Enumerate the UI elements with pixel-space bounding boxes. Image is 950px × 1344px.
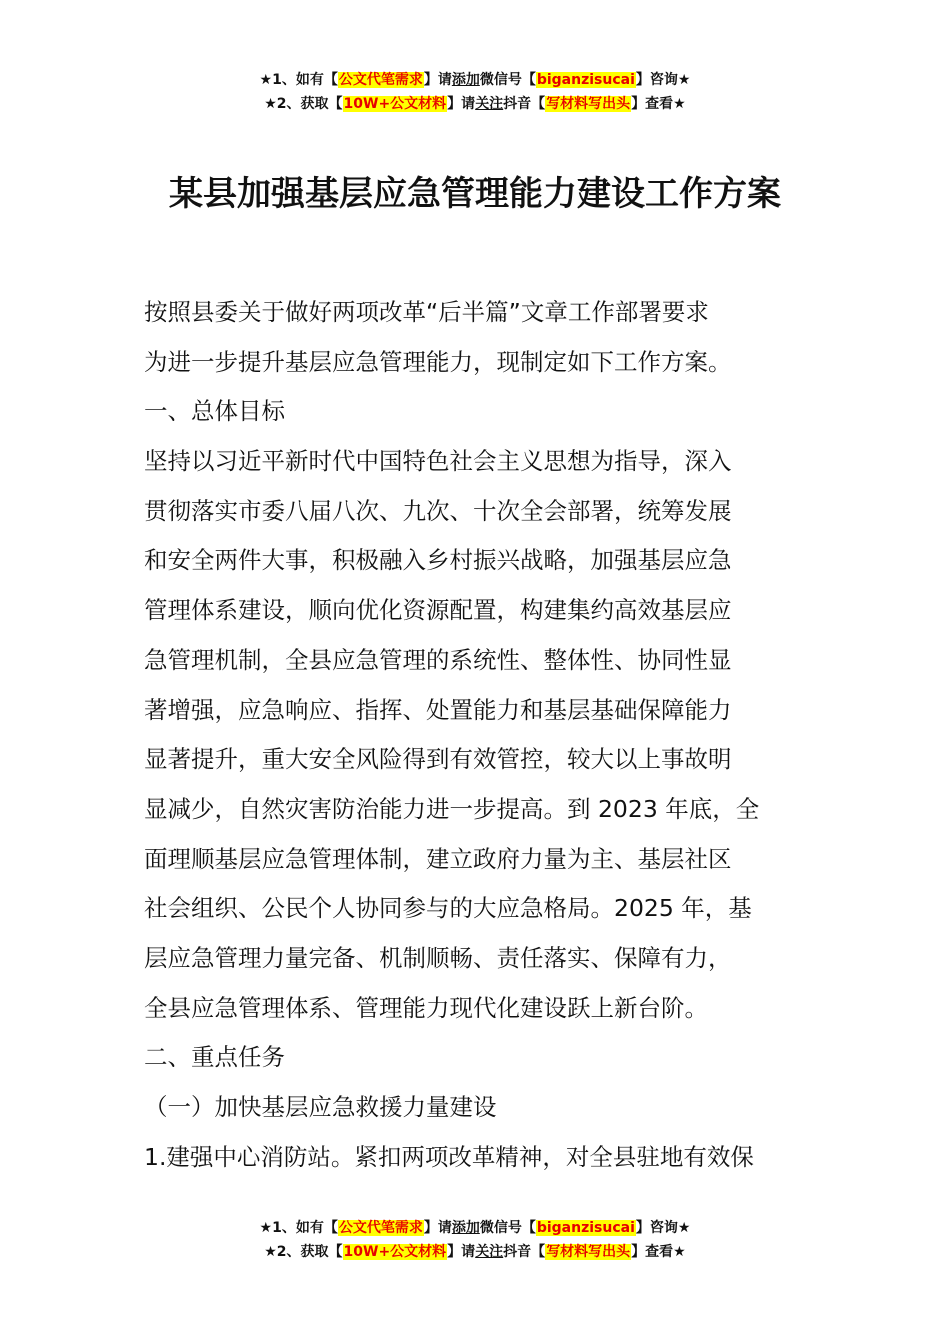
body-line: 社会组织、公民个人协同参与的大应急格局。2025 年，基 <box>144 894 752 923</box>
promo-douyin-name: 写材料写出头 <box>546 96 631 112</box>
promo-text: 微信号【 <box>479 1220 536 1236</box>
promo-text: 】请 <box>423 72 452 88</box>
promo-wechat-id: biganzisucai <box>536 1220 635 1236</box>
body-line: 全县应急管理体系、管理能力现代化建设跃上新台阶。 <box>144 993 708 1022</box>
promo-text: 】请 <box>423 1220 452 1236</box>
body-line: 层应急管理力量完备、机制顺畅、责任落实、保障有力， <box>144 943 732 972</box>
body-line: 管理体系建设，顺向优化资源配置，构建集约高效基层应 <box>144 596 732 625</box>
promo-text: 】请 <box>447 96 476 112</box>
section-heading: 二、重点任务 <box>144 1043 285 1072</box>
promo-text: 抖音【 <box>503 1244 546 1260</box>
document-body <box>144 288 809 1182</box>
promo-text: 】咨询★ <box>635 72 691 88</box>
body-line: 显减少，自然灾害防治能力进一步提高。到 2023 年底，全 <box>144 794 760 823</box>
promo-underline: 添加 <box>451 1220 480 1236</box>
promo-highlight: 10W+公文材料 <box>343 1244 447 1260</box>
promo-highlight: 公文代笔需求 <box>338 1220 423 1236</box>
promo-text: 】查看★ <box>631 96 686 112</box>
promo-underline: 添加 <box>451 72 480 88</box>
promo-text: ★1、如有【 <box>259 1220 338 1236</box>
promo-text: ★2、获取【 <box>264 1244 343 1260</box>
bottom-promo-banner <box>0 1216 950 1264</box>
promo-line-1 <box>0 68 950 92</box>
promo-underline: 关注 <box>475 1244 504 1260</box>
promo-douyin-name: 写材料写出头 <box>546 1244 631 1260</box>
promo-text: 抖音【 <box>503 96 546 112</box>
body-line: 和安全两件大事，积极融入乡村振兴战略，加强基层应急 <box>144 546 732 575</box>
document-title: 某县加强基层应急管理能力建设工作方案 <box>169 173 781 214</box>
promo-text: 】查看★ <box>631 1244 686 1260</box>
promo-text: 】咨询★ <box>635 1220 691 1236</box>
subsection-heading: （一）加快基层应急救援力量建设 <box>144 1093 497 1121</box>
promo-line-1 <box>0 1216 950 1240</box>
promo-text: 微信号【 <box>479 72 536 88</box>
body-line: 面理顺基层应急管理体制，建立政府力量为主、基层社区 <box>144 844 732 873</box>
promo-underline: 关注 <box>475 96 504 112</box>
body-line: 著增强，应急响应、指挥、处置能力和基层基础保障能力 <box>144 695 732 724</box>
section-heading: 一、总体目标 <box>144 397 285 426</box>
promo-line-2 <box>0 1240 950 1264</box>
body-line: 按照县委关于做好两项改革“后半篇”文章工作部署要求 <box>144 298 709 326</box>
promo-wechat-id: biganzisucai <box>536 72 635 88</box>
body-line: 显著提升，重大安全风险得到有效管控，较大以上事故明 <box>144 745 732 774</box>
promo-text: ★2、获取【 <box>264 96 343 112</box>
body-line: 急管理机制，全县应急管理的系统性、整体性、协同性显 <box>144 645 732 674</box>
body-line: 为进一步提升基层应急管理能力，现制定如下工作方案。 <box>144 347 732 376</box>
promo-text: 】请 <box>447 1244 476 1260</box>
promo-highlight: 10W+公文材料 <box>343 96 447 112</box>
promo-text: ★1、如有【 <box>259 72 338 88</box>
promo-line-2 <box>0 92 950 116</box>
body-line: 坚持以习近平新时代中国特色社会主义思想为指导，深入 <box>144 447 732 476</box>
body-line: 1.建强中心消防站。紧扣两项改革精神，对全县驻地有效保 <box>144 1142 754 1171</box>
body-line: 贯彻落实市委八届八次、九次、十次全会部署，统筹发展 <box>144 496 732 525</box>
top-promo-banner <box>0 68 950 116</box>
promo-highlight: 公文代笔需求 <box>338 72 423 88</box>
